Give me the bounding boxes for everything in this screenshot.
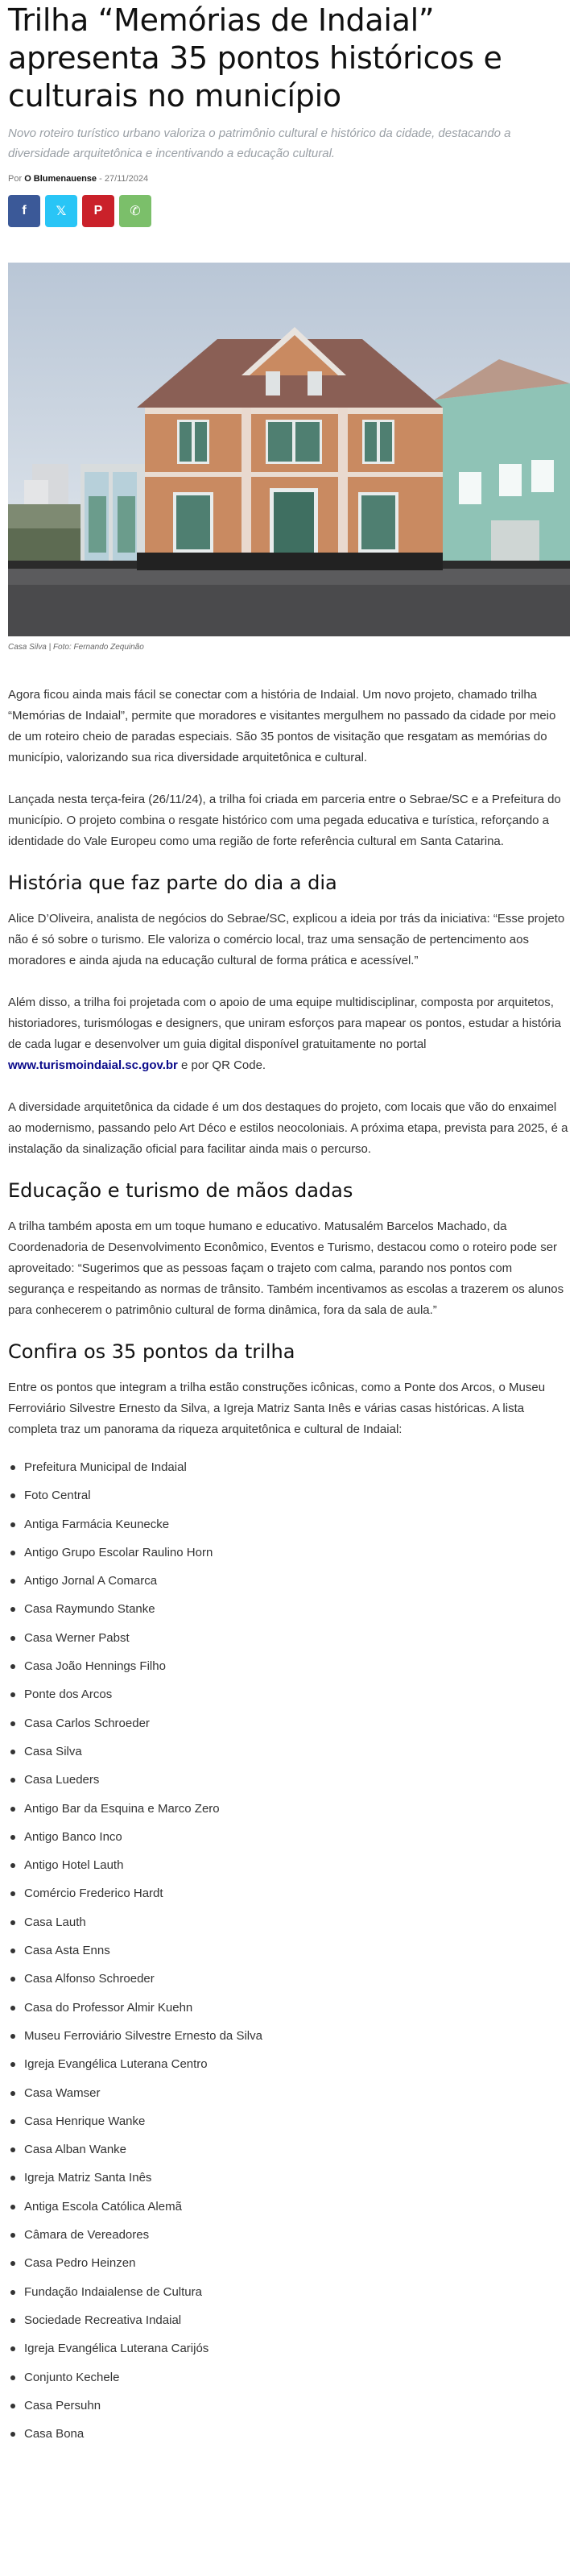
list-item: Igreja Evangélica Luterana Carijós (8, 2341, 570, 2369)
paragraph-6: A trilha também aposta em um toque humano e educativo. Matusalém Barcelos Machado, da Coordenadoria de Desenvolvimento Econômico, Eventos e Turismo, destacou como o roteiro pode ser aproveitado: “Sugerimos que as pessoas façam o trajeto com calma, parando nos pontos com segurança e respeitando as normas de trânsito. Também incentivamos as escolas a trazerem os alunos para conhecerem o patrimônio cultural de forma dinâmica, fora da sala de aula.” (8, 1220, 564, 1317)
list-item: Câmara de Vereadores (8, 2227, 570, 2255)
article-subtitle: Novo roteiro turístico urbano valoriza o patrimônio cultural e histórico da cidade, destacando a diversidade arquitetônica e incentivando a educação cultural. (8, 126, 511, 160)
facebook-share-button[interactable] (8, 195, 40, 227)
list-item: Casa do Professor Almir Kuehn (8, 2000, 570, 2028)
list-item: Prefeitura Municipal de Indaial (8, 1460, 570, 1488)
whatsapp-share-button[interactable] (119, 195, 151, 227)
list-item: Antigo Hotel Lauth (8, 1857, 570, 1886)
list-item: Antiga Farmácia Keunecke (8, 1517, 570, 1545)
turismo-portal-link[interactable]: www.turismoindaial.sc.gov.br (8, 1058, 178, 1072)
section-heading-historia: História que faz parte do dia a dia (8, 872, 337, 894)
article-meta (8, 174, 570, 187)
article-title: Trilha “Memórias de Indaial” apresenta 35 pontos históricos e culturais no município (8, 2, 502, 114)
list-item: Conjunto Kechele (8, 2370, 570, 2398)
list-item: Casa Silva (8, 1744, 570, 1772)
list-item: Antigo Jornal A Comarca (8, 1573, 570, 1601)
x-icon: 𝕏 (56, 205, 67, 218)
list-item: Casa Pedro Heinzen (8, 2255, 570, 2284)
list-item: Fundação Indaialense de Cultura (8, 2284, 570, 2313)
list-item: Casa Alfonso Schroeder (8, 1971, 570, 1999)
list-item: Antigo Banco Inco (8, 1829, 570, 1857)
points-list (8, 1460, 570, 2454)
paragraph-7: Entre os pontos que integram a trilha estão construções icônicas, como a Ponte dos Arcos, o Museu Ferroviário Silvestre Ernesto da Silva, a Igreja Matriz Santa Inês e várias casas históricas. A lista completa traz um panorama da riqueza arquitetônica e cultural de Indaial: (8, 1381, 546, 1436)
meta-separator: - (99, 174, 102, 184)
list-item: Casa Wamser (8, 2085, 570, 2114)
list-item: Antigo Bar da Esquina e Marco Zero (8, 1801, 570, 1829)
list-item: Casa Asta Enns (8, 1943, 570, 1971)
list-item: Comércio Frederico Hardt (8, 1886, 570, 1914)
list-item: Antigo Grupo Escolar Raulino Horn (8, 1545, 570, 1573)
paragraph-4 (8, 992, 570, 1076)
section-heading-educacao: Educação e turismo de mãos dadas (8, 1179, 353, 1202)
list-item: Casa João Hennings Filho (8, 1659, 570, 1687)
list-item: Casa Persuhn (8, 2398, 570, 2426)
casa-silva-illustration (8, 263, 570, 636)
paragraph-3: Alice D’Oliveira, analista de negócios do Sebrae/SC, explicou a ideia por trás da iniciativa: “Esse projeto não é só sobre o turismo. Ele valoriza o comércio local, traz uma sensação de pertencimento aos moradores e ainda ajuda na educação cultural de forma prática e acessível.” (8, 912, 565, 967)
whatsapp-icon: ✆ (130, 205, 141, 218)
list-item: Casa Carlos Schroeder (8, 1716, 570, 1744)
photo-caption: Casa Silva | Foto: Fernando Zequinão (8, 643, 144, 652)
list-item: Casa Lauth (8, 1915, 570, 1943)
list-item: Casa Henrique Wanke (8, 2114, 570, 2142)
share-bar (8, 195, 570, 227)
paragraph-4-text: Além disso, a trilha foi projetada com o apoio de uma equipe multidisciplinar, composta por arquitetos, historiadores, turismólogas e designers, que uniram esforços para mapear os pontos, estudar a história de cada lugar e desenvolver um guia digital disponível gratuitamente no portal (8, 996, 562, 1051)
by-label: Por (8, 174, 23, 184)
list-item: Igreja Matriz Santa Inês (8, 2170, 570, 2198)
list-item: Casa Werner Pabst (8, 1630, 570, 1659)
paragraph-2: Lançada nesta terça-feira (26/11/24), a trilha foi criada em parceria entre o Sebrae/SC e a Prefeitura do município. O projeto combina o resgate histórico com uma pegada educativa e turística, reforçando a identidade do Vale Europeu como uma região de forte referência cultural em Santa Catarina. (8, 793, 561, 848)
list-item: Foto Central (8, 1488, 570, 1516)
list-item: Casa Bona (8, 2426, 570, 2454)
list-item: Sociedade Recreativa Indaial (8, 2313, 570, 2341)
list-item: Casa Lueders (8, 1772, 570, 1800)
paragraph-4-end: e por QR Code. (177, 1058, 266, 1072)
list-item: Casa Raymundo Stanke (8, 1601, 570, 1630)
author-link[interactable]: O Blumenauense (24, 174, 97, 184)
list-item: Casa Alban Wanke (8, 2142, 570, 2170)
list-item: Museu Ferroviário Silvestre Ernesto da Silva (8, 2028, 570, 2056)
twitter-share-button[interactable] (45, 195, 77, 227)
pinterest-icon: P (93, 204, 103, 217)
featured-photo (8, 263, 570, 636)
list-item: Igreja Evangélica Luterana Centro (8, 2056, 570, 2085)
publish-date: 27/11/2024 (104, 174, 149, 184)
list-item: Antiga Escola Católica Alemã (8, 2199, 570, 2227)
paragraph-1: Agora ficou ainda mais fácil se conectar com a história de Indaial. Um novo projeto, chamado trilha “Memórias de Indaial”, permite que moradores e visitantes mergulhem no passado da cidade por meio de um roteiro cheio de paradas especiais. São 35 pontos de visitação que resgatam as memórias do município, valorizando sua rica diversidade arquitetônica e cultural. (8, 688, 556, 764)
facebook-icon: f (22, 204, 27, 217)
paragraph-5: A diversidade arquitetônica da cidade é um dos destaques do projeto, com locais que vão do enxaimel ao modernismo, passando pelo Art Déco e estilos neocoloniais. A próxima etapa, prevista para 2025, é a instalação da sinalização oficial para facilitar ainda mais o percurso. (8, 1100, 568, 1156)
section-heading-pontos: Confira os 35 pontos da trilha (8, 1340, 295, 1363)
list-item: Ponte dos Arcos (8, 1687, 570, 1715)
pinterest-share-button[interactable] (82, 195, 114, 227)
